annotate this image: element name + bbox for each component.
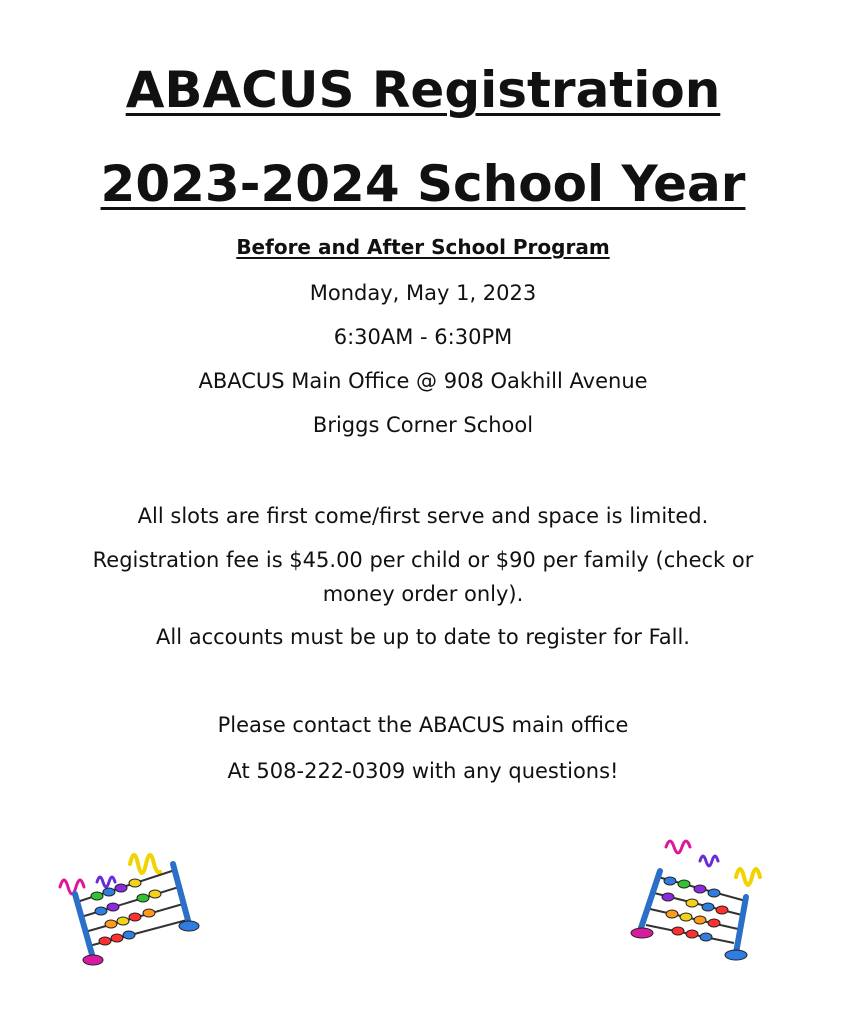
event-time: 6:30AM - 6:30PM xyxy=(333,325,513,349)
title-line-1: ABACUS Registration xyxy=(125,61,721,119)
accounts-notice: All accounts must be up to date to register for Fall. xyxy=(156,625,690,649)
contact-line-1: Please contact the ABACUS main office xyxy=(217,713,629,737)
program-heading: Before and After School Program xyxy=(236,235,610,259)
page-title xyxy=(0,60,846,120)
title-line-2: 2023-2024 School Year xyxy=(100,155,746,213)
fee-notice: Registration fee is $45.00 per child or $90 per family (check or money order only). xyxy=(92,548,754,606)
page-subtitle-year xyxy=(0,154,846,214)
contact-line-2: At 508-222-0309 with any questions! xyxy=(227,759,619,783)
event-date: Monday, May 1, 2023 xyxy=(309,281,537,305)
abacus-icon xyxy=(55,842,205,972)
slots-notice: All slots are first come/first serve and space is limited. xyxy=(137,504,709,528)
event-location-school: Briggs Corner School xyxy=(312,413,534,437)
event-location-main: ABACUS Main Office @ 908 Oakhill Avenue xyxy=(198,369,648,393)
abacus-icon xyxy=(628,835,778,965)
